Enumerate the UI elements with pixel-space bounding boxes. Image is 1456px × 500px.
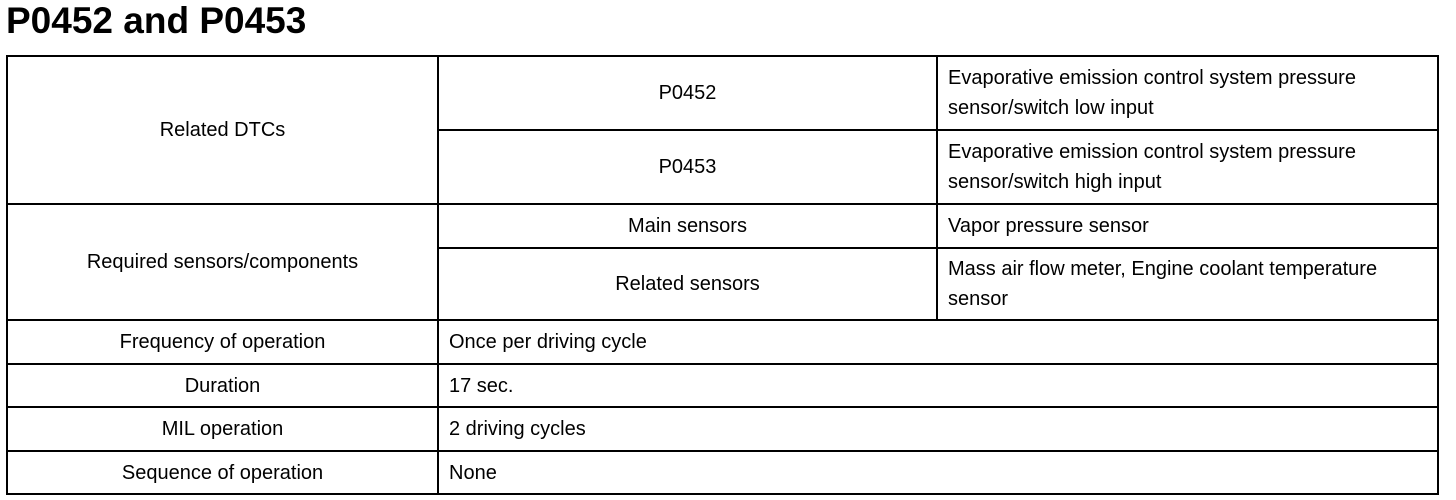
related-dtcs-label: Related DTCs [7,56,438,204]
table-row [7,451,1438,494]
frequency-label: Frequency of operation [7,320,438,364]
main-sensors-value: Vapor pressure sensor [937,204,1438,248]
main-sensors-label: Main sensors [438,204,937,248]
sequence-value: None [438,451,1438,494]
table-row [7,320,1438,364]
related-sensors-label: Related sensors [438,248,937,320]
table-row [7,56,1438,130]
table-row [7,407,1438,451]
dtc-code: P0453 [438,130,937,204]
duration-label: Duration [7,364,438,407]
page-title: P0452 and P0453 [6,0,307,41]
dtc-description: Evaporative emission control system pressure sensor/switch low input [937,56,1438,130]
table-row [7,364,1438,407]
table-row [7,204,1438,248]
required-sensors-label: Required sensors/components [7,204,438,320]
mil-operation-value: 2 driving cycles [438,407,1438,451]
dtc-code: P0452 [438,56,937,130]
sequence-label: Sequence of operation [7,451,438,494]
dtc-spec-table [6,55,1439,495]
frequency-value: Once per driving cycle [438,320,1438,364]
dtc-description: Evaporative emission control system pressure sensor/switch high input [937,130,1438,204]
duration-value: 17 sec. [438,364,1438,407]
related-sensors-value: Mass air flow meter, Engine coolant temperature sensor [937,248,1438,320]
mil-operation-label: MIL operation [7,407,438,451]
